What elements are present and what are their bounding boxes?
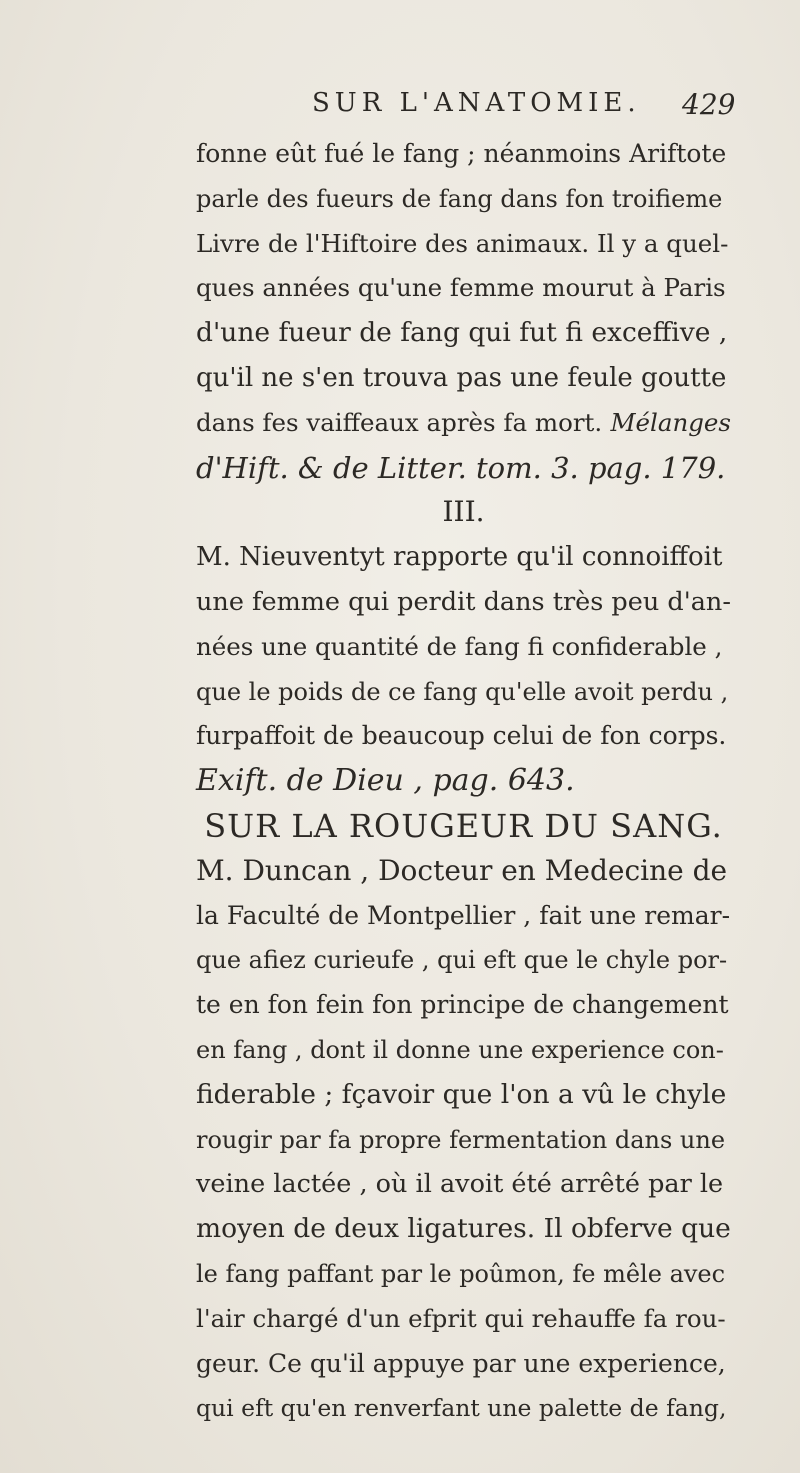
text-line: M. Nieuventyt rapporte qu'il connoiffoit	[196, 542, 723, 573]
citation-reference: d'Hift. & de Litter. tom. 3. pag. 179.	[196, 450, 726, 485]
text-line: veine lactée , où il avoit été arrêté par le	[196, 1169, 724, 1200]
text-line: qu'il ne s'en trouva pas une feule goutte	[196, 362, 727, 393]
text-line: une femme qui perdit dans très peu d'an-	[196, 586, 731, 617]
text-line: qui eft qu'en renverfant une palette de fang,	[196, 1394, 727, 1423]
body-text	[196, 132, 731, 1431]
text-line: ques années qu'une femme mourut à Paris	[196, 273, 726, 303]
text-line: Livre de l'Hiftoire des animaux. Il y a quel-	[196, 228, 729, 258]
text-line: moyen de deux ligatures. Il obferve que	[196, 1213, 731, 1245]
section-heading: SUR LA ROUGEUR DU SANG.	[204, 806, 723, 845]
running-head	[0, 88, 800, 128]
text-line: nées une quantité de fang fi confiderable ,	[196, 631, 723, 661]
text-line: que le poids de ce fang qu'elle avoit perdu ,	[196, 677, 729, 706]
text-line: M. Duncan , Docteur en Medecine de	[196, 853, 728, 887]
section-number: III.	[442, 495, 485, 529]
text-line: en fang , dont il donne une experience con-	[196, 1035, 724, 1064]
text-line: la Faculté de Montpellier , fait une remar-	[196, 900, 731, 930]
text-line: te en fon fein fon principe de changement	[196, 990, 729, 1020]
text-line: le fang paffant par le poûmon, fe mêle avec	[196, 1259, 726, 1288]
citation-mélanges: Mélanges	[610, 407, 731, 437]
text-line: rougir par fa propre fermentation dans une	[196, 1125, 726, 1154]
running-head-title: SUR L'ANATOMIE.	[312, 88, 641, 118]
text-line: fonne eût fué le fang ; néanmoins Ariftote	[196, 139, 727, 168]
text-line: geur. Ce qu'il appuye par une experience,	[196, 1348, 726, 1378]
text-line: parle des fueurs de fang dans fon troifieme	[196, 184, 723, 213]
text-line: d'une fueur de fang qui fut fi exceffive ,	[196, 317, 728, 349]
text-line: dans fes vaiffeaux après fa mort. Mélanges	[196, 401, 731, 446]
page-number: 429	[682, 88, 736, 121]
text-line: l'air chargé d'un efprit qui rehauffe fa rou-	[196, 1303, 726, 1333]
citation-exist: Exift. de Dieu , pag. 643.	[196, 763, 575, 799]
citation-line	[196, 446, 731, 491]
text-line: que afiez curieufe , qui eft que le chyle por-	[196, 946, 728, 975]
text-line: furpaffoit de beaucoup celui de fon corps.	[196, 721, 727, 751]
citation-line	[196, 759, 731, 804]
text-line: fiderable ; fçavoir que l'on a vû le chyle	[196, 1078, 727, 1110]
